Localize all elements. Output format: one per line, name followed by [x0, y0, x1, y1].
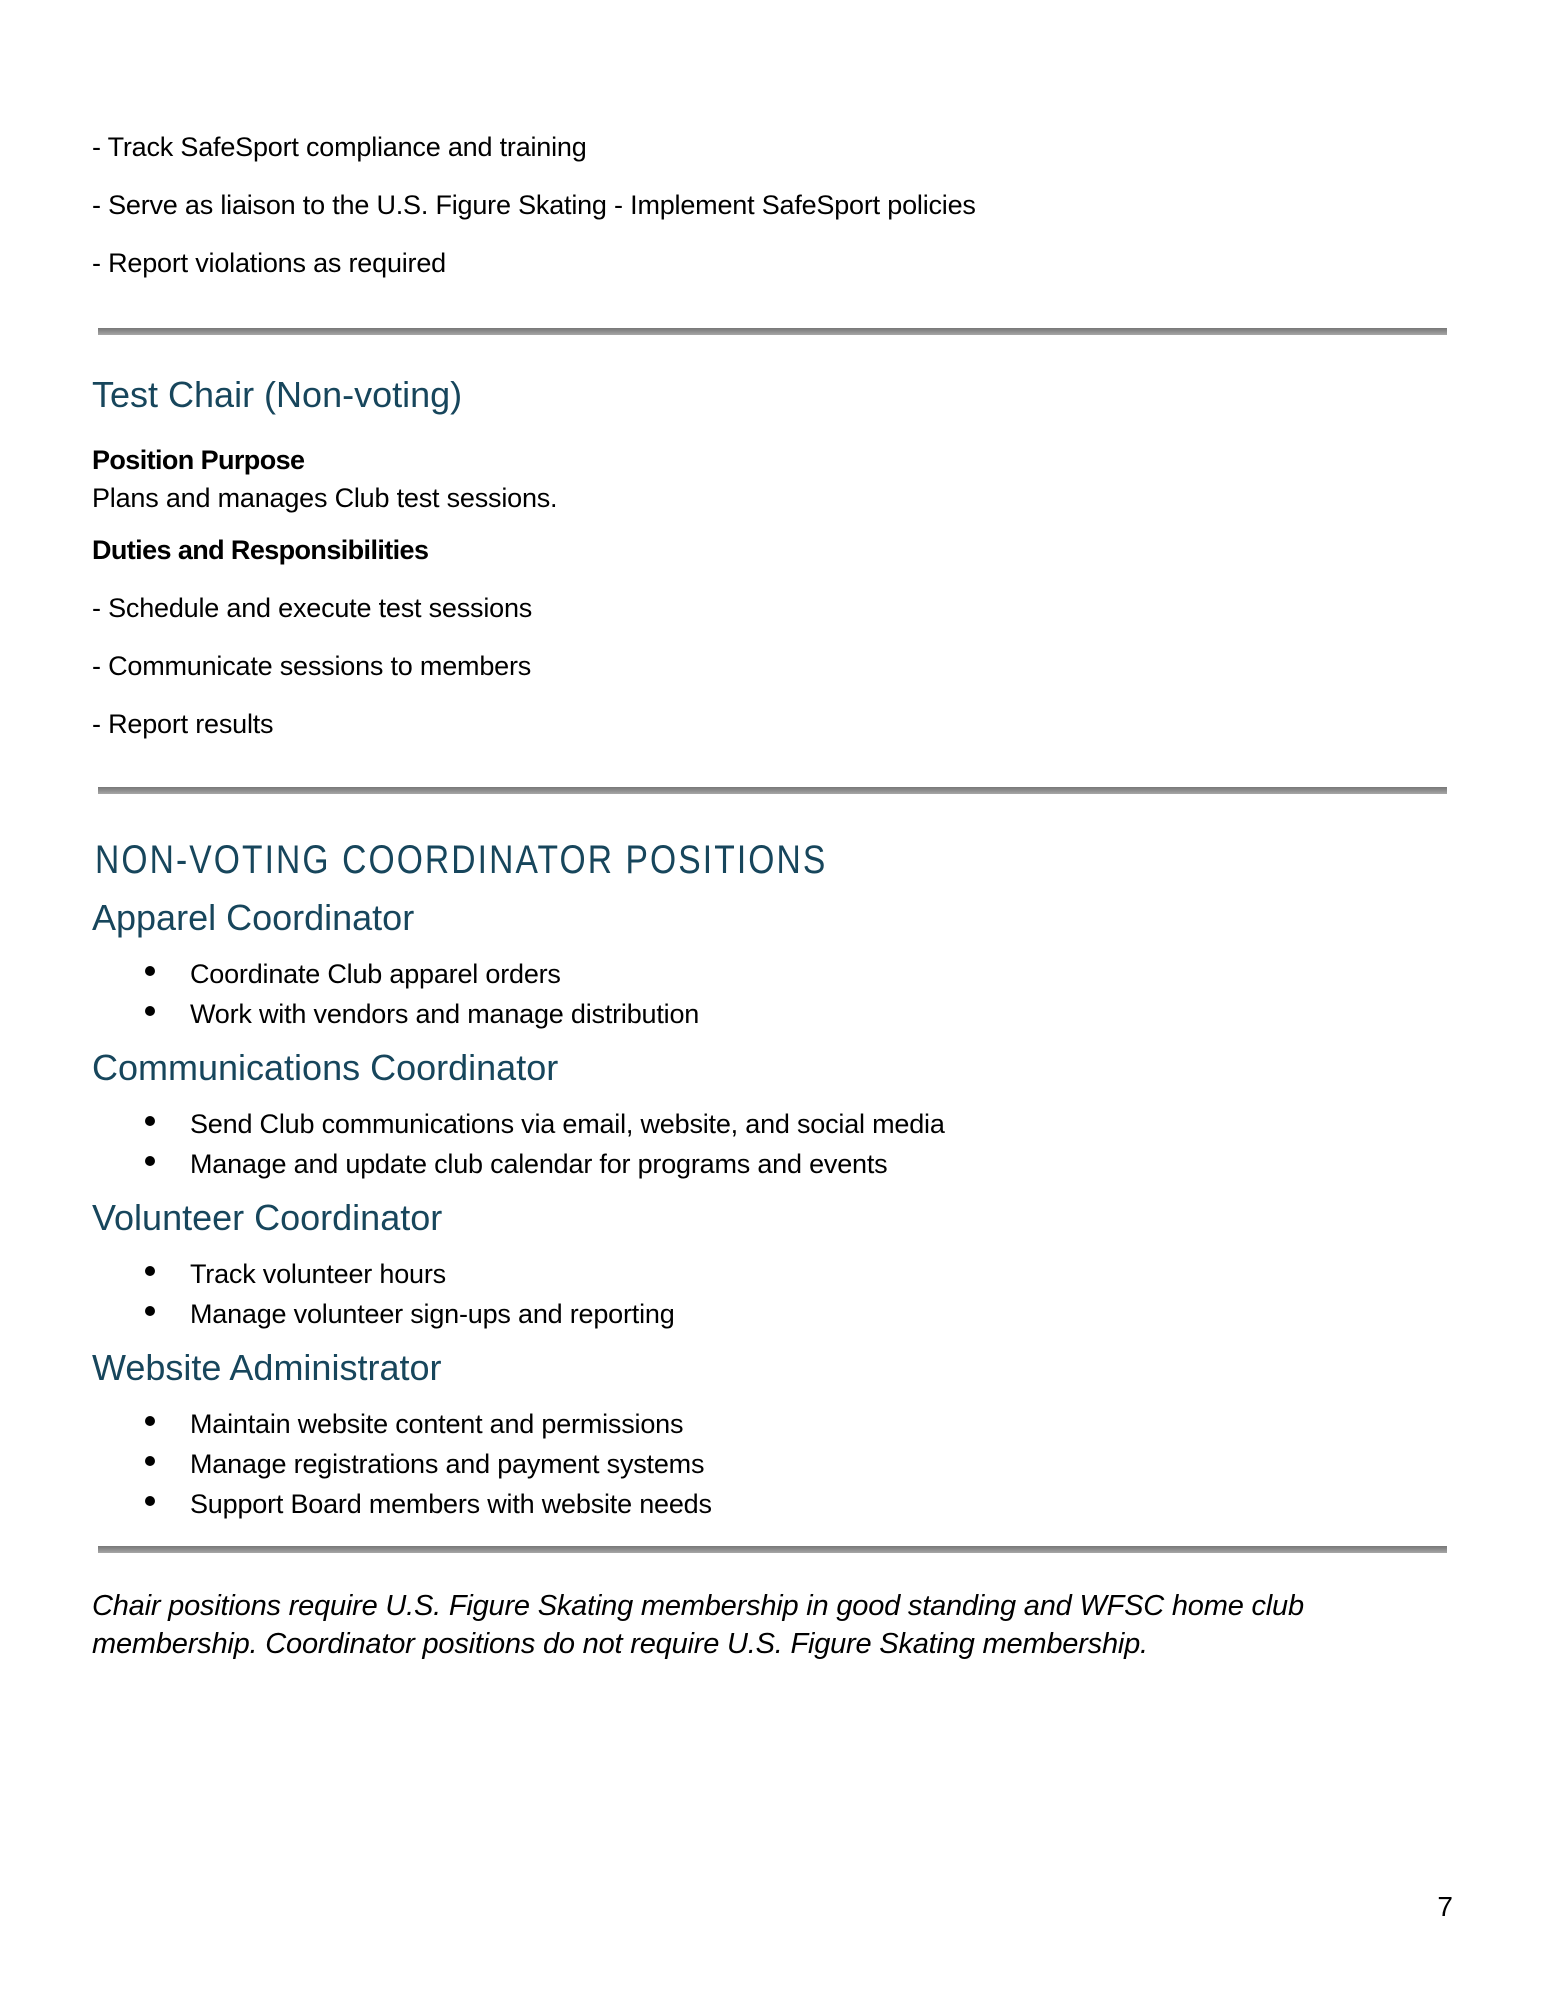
bullet-icon	[145, 1266, 155, 1276]
position-purpose-text: Plans and manages Club test sessions.	[92, 483, 558, 513]
list-item	[92, 1104, 1447, 1144]
safesport-duty-item: - Serve as liaison to the U.S. Figure Skating - Implement SafeSport policies	[92, 190, 976, 220]
list-item	[92, 1294, 1447, 1334]
bullet-icon	[145, 1116, 155, 1126]
bullet-icon	[145, 1456, 155, 1466]
test-chair-duty-item: - Report results	[92, 709, 274, 739]
bullet-icon	[145, 1306, 155, 1316]
apparel-coordinator-list	[92, 954, 1447, 1034]
section-divider	[98, 1546, 1447, 1553]
communications-coordinator-list	[92, 1104, 1447, 1184]
coordinator-positions-heading: NON-VOTING COORDINATOR POSITIONS	[95, 838, 828, 882]
list-item-text: Coordinate Club apparel orders	[190, 959, 561, 989]
safesport-duty-item: - Track SafeSport compliance and training	[92, 132, 587, 162]
list-item	[92, 1484, 1447, 1524]
safesport-duty-item: - Report violations as required	[92, 248, 446, 278]
test-chair-heading: Test Chair (Non-voting)	[92, 374, 463, 415]
test-chair-duty-item: - Communicate sessions to members	[92, 651, 532, 681]
list-item	[92, 1404, 1447, 1444]
test-chair-duty-item: - Schedule and execute test sessions	[92, 593, 533, 623]
bullet-icon	[145, 1156, 155, 1166]
bullet-icon	[145, 1496, 155, 1506]
bullet-icon	[145, 1006, 155, 1016]
list-item-text: Work with vendors and manage distribution	[190, 999, 700, 1029]
duties-label: Duties and Responsibilities	[92, 535, 429, 565]
list-item	[92, 1444, 1447, 1484]
list-item-text: Support Board members with website needs	[190, 1489, 712, 1519]
page-number: 7	[1437, 1891, 1453, 1922]
list-item-text: Manage and update club calendar for programs and events	[190, 1149, 888, 1179]
list-item-text: Manage registrations and payment systems	[190, 1449, 705, 1479]
list-item	[92, 1254, 1447, 1294]
apparel-coordinator-heading: Apparel Coordinator	[92, 897, 415, 938]
position-purpose-block	[92, 441, 1447, 517]
list-item-text: Manage volunteer sign-ups and reporting	[190, 1299, 675, 1329]
list-item	[92, 994, 1447, 1034]
list-item	[92, 954, 1447, 994]
membership-footnote	[92, 1587, 1447, 1663]
footnote-line: Chair positions require U.S. Figure Skating membership in good standing and WFSC home club	[92, 1590, 1304, 1622]
footnote-line: membership. Coordinator positions do not require U.S. Figure Skating membership.	[92, 1628, 1148, 1660]
list-item-text: Send Club communications via email, website, and social media	[190, 1109, 945, 1139]
bullet-icon	[145, 1416, 155, 1426]
list-item-text: Maintain website content and permissions	[190, 1409, 684, 1439]
communications-coordinator-heading: Communications Coordinator	[92, 1047, 559, 1088]
volunteer-coordinator-list	[92, 1254, 1447, 1334]
website-administrator-heading: Website Administrator	[92, 1347, 442, 1388]
website-administrator-list	[92, 1404, 1447, 1524]
list-item	[92, 1144, 1447, 1184]
section-divider	[98, 787, 1447, 794]
position-purpose-label: Position Purpose	[92, 445, 305, 475]
bullet-icon	[145, 966, 155, 976]
volunteer-coordinator-heading: Volunteer Coordinator	[92, 1197, 443, 1238]
list-item-text: Track volunteer hours	[190, 1259, 446, 1289]
section-divider	[98, 328, 1447, 335]
